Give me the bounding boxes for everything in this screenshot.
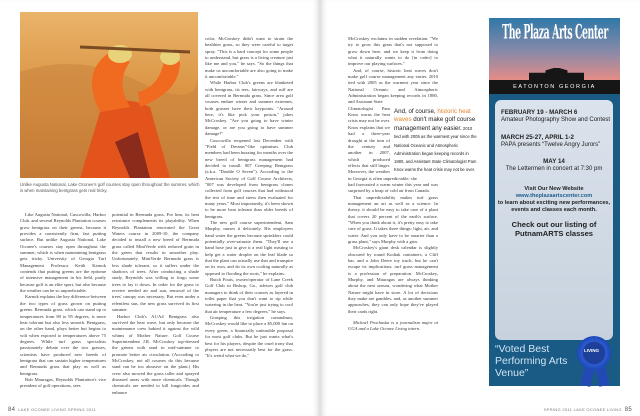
article-column-3 (205, 36, 293, 360)
paragraph: Climatologist Pam Knox warns the heat crisis may not be over. Knox explains that we had a three-year drought at the turn of the century and another in 2007, which produced effects that still linger. Moreover, the weather in Georgia is often unpredictable; she (348, 105, 417, 181)
paragraph: color, McCroskey didn't want to strain the healthier grass, so they were careful to target spray. "This is a hard concept for some people to understand, but grass is a living creature just like me and you," he says. "So the things that make us uncomfortable are also going to make it uncomfortable." (205, 36, 293, 80)
paragraph: That unpredictability makes turf grass management an art as well as a science. In theory, it should be easy to take care of a plant that covers 20 percent of the earth's surface. "When you think about it, it's pretty easy to take care of grass. It takes three things: light, air, and water. And you only have to be smarter than a grass plant," says Murphy with a grin. (348, 194, 438, 244)
award-ribbon-icon (577, 336, 611, 370)
paragraph: had forecasted a warm winter this year and was surprised by a heap of cold air from Canada. (348, 181, 438, 194)
event-date: FEBRUARY 19 - MARCH 6 (501, 109, 578, 116)
event-title: PAPA presents “Twelve Angry Jurors” (501, 141, 601, 148)
footer-right (544, 407, 632, 413)
paragraph: Bob Mauragas, Reynolds Plantation's vice president of golf operations, sees (20, 376, 106, 389)
website-text: to learn about exciting new performances, events and classes each month. (497, 199, 611, 213)
event-item (495, 158, 613, 174)
paragraph: potential in Bermuda grass. For him, its heat resistance complements its playability. When Reynolds Plantation renovated the Great Waters course in 2009-10, the company decided to install a new breed of Bermuda grass called MiniVerde with reduced grain in the green that results in smoother play. Unfortunately, MiniVerde Bermuda grass is less shade tolerant, so it suffers under the shadows of trees. After conducting a shade study, Reynolds was willing to forgo some trees to lay it down. In order for the grass to receive needed air and sun, removal of the trees' canopy was necessary. But even under a relentless sun, the new grass survived its first summer. (112, 212, 199, 313)
paragraph: Harbor Club's A1/A4 Bentgrass also survived the heat wave, but only because the maintenance crew babied it against the wild whims of Mother Nature. Golf Course Superintendent J.R. McCroskey top-dressed the greens with sand in mid-summer to promote better air circulation. (According to McCroskey, not all courses do this because sand can be too abrasive on the plant.) His crew also mowed the grass taller and sprayed diseased areas with more chemicals. Though chemicals are needed to kill fungicides and enhance (112, 313, 199, 395)
website-link[interactable]: www.theplazaartscenter.com (515, 192, 593, 199)
pull-quote (394, 108, 480, 175)
event-item (495, 134, 613, 150)
paragraph: McCroskey exclaims in sudden revelation. "We try to grow this grass that's not supposed to grow down here, and we keep it from doing what it naturally wants to do [in order] to improve our playing surfaces." (348, 36, 438, 67)
paragraph: While Harbor Club's greens are blanketed with bentgrass, its tees, fairways, and ruff are all covered in Bermuda grass. Since area golf courses endure winter and summer extremes, both grasses have their keypoints. "Around here, it's like pick your poison," jokes McCroskey. "Are you going to have winter damage, or are you going to have summer damage?" (205, 80, 293, 137)
ad-header (489, 18, 620, 80)
plaza-arts-center-ad[interactable] (489, 18, 620, 386)
paragraph: The new golf course superintendent, Sam Murphy, nurses it delicately. His employees hand water the greens because sprinklers could potentially over-saturate them. "They'll use a hand hose just to give it a real light misting to help get a water droplet on the leaf blade so that the plant can actually use that and transpire on its own, and do its own cooling naturally as opposed to flooding the roots," he explains. (205, 219, 293, 276)
paragraph: Like Augusta National, Cuscowilla, Harbor Club, and several Reynolds Plantation courses grow bentgrass on their greens, because it provides a consistently firm, fast putting surface. But unlike Augusta National, Lake Oconee's courses stay open throughout the summer, which is when maintaining bentgrass gets tricky. University of Georgia Turf Management Professor Keith Karnok contends that putting greens are the epitome of intensive management in his field, partly because golf is an elite sport, but also because the weather can be so unpredictable. (20, 212, 106, 294)
building-silhouette-icon (529, 68, 584, 80)
voted-best-text: “Voted Best Performing Arts Venue” (495, 343, 568, 379)
paragraph: Grasping this irrigation conundrum, McCroskey would like to place a $5,000 fan on every green, a financially unfeasible proposal for most golf clubs. But he just wants what's best for his players, despite the cruel irony that players are not necessarily best for the grass. "It's weird what we do," (205, 315, 293, 359)
classes-callout: Check out our listing of PutnamARTS classes (511, 219, 597, 238)
website-heading: Visit Our New Website (524, 185, 584, 192)
article-column-1 (20, 212, 106, 390)
website-block (495, 186, 613, 214)
ribbon-label: LIVING (584, 348, 600, 353)
event-title: Amateur Photography Show and Contest (501, 117, 611, 123)
paragraph: Karnok explains the key difference between the two types of grass grown on putting greens. Bermuda grass, which can stand up to temperatures from 80 to 95 degrees, is more heat tolerant but also less smooth. Bentgrass, on the other hand, plays better but begins to wilt when exposed to temperatures above 75 degrees. While turf grass specialists passionately debate over the two grasses, scientists have produced new breeds of bentgrass that can sustain higher temperatures and Bermuda grass that play as well as bentgrass. (20, 294, 106, 376)
event-date: MAY 14 (543, 158, 565, 165)
footer-text: SPRING 2011 LAKE OCONEE LIVING (543, 407, 622, 412)
event-title: The Lettermen in concert at 7:30 pm (505, 166, 603, 172)
pull-quote-detail: 2010 tied with 2005 as the warmest year since the National Oceanic and Atmospheric Administration began keeping records in 1880, and Assistant State Climatologist Pam Knox warns the heat crisis may not be over. (394, 125, 477, 173)
ad-events-panel (495, 100, 613, 340)
paragraph: McCroskey's giant desk calendar is slightly obscured by round Kodiak containers, a Cliff bar, and a John Deere toy truck, but he can't escape its implications: turf grass management is a profession of preparation. McCroskey, Murphy, and Mauragas are always thinking about the next season, wondering what Mother Nature might have in store. A lot of decisions they make are gambles, and, as another summer approaches, they can only hope they've played their cards right. (348, 245, 438, 314)
article-column-2 (112, 212, 199, 396)
photo-caption: Unlike Augusta National, Lake Oconee's golf courses stay open throughout the summer, which is when maintaining bentgrass gets real tricky. (20, 182, 200, 193)
pull-quote-rest: don't make golf course management any easier. (394, 116, 476, 132)
footer-text: LAKE OCONEE LIVING SPRING 2011 (18, 407, 97, 412)
page-number: 84 (8, 407, 16, 413)
footer-left (8, 407, 96, 413)
pull-quote-highlight: historic heat waves (394, 107, 471, 124)
event-date: MARCH 25-27, APRIL 1-2 (501, 133, 574, 141)
ad-title: The Plaza Arts Center (501, 22, 608, 45)
paragraph: And, of course, historic heat waves don't make golf course management any easier. 2010 tied with 2005 as the warmest year since the National Oceanic and Atmospheric Administration began keeping records in 1880, and Assistant State (348, 67, 438, 105)
ad-location: EATONTON GEORGIA (489, 80, 620, 94)
paragraph: Butch Fouts, owner/operator of Lane Creek Golf Club in Bishop, Ga., advises golf club managers to think of their courses as layered in toilet paper that you don't want to rip while watering in the heat. "You're just trying to cool that air temperature a few degrees," he says. (205, 277, 293, 314)
page-number: 85 (624, 407, 632, 413)
event-item (495, 109, 613, 125)
golfer-illustration (20, 12, 198, 178)
article-column-4 (348, 36, 477, 333)
pull-quote-lead: And, of course, (394, 107, 438, 115)
paragraph: Cuscowilla reopened last December with "Field of Dreams"-like optimism. Club members had been buzzing for months over the new breed of bentgrass management had decided to install: 007 Creeping Bentgrass (a.k.a. "Double O Seven"). According to the American Society of Golf Course Architects, "007 was developed from bentgrass clones collected from golf courses that had withstood the test of time and stress then evaluated for many years." Most importantly, it's been shown to be more heat tolerant than older breeds of bentgrass. (205, 137, 293, 219)
author-bio: Michael Prochaska is a journalism major at UGA and a Lake Oconee Living intern. (348, 320, 438, 332)
